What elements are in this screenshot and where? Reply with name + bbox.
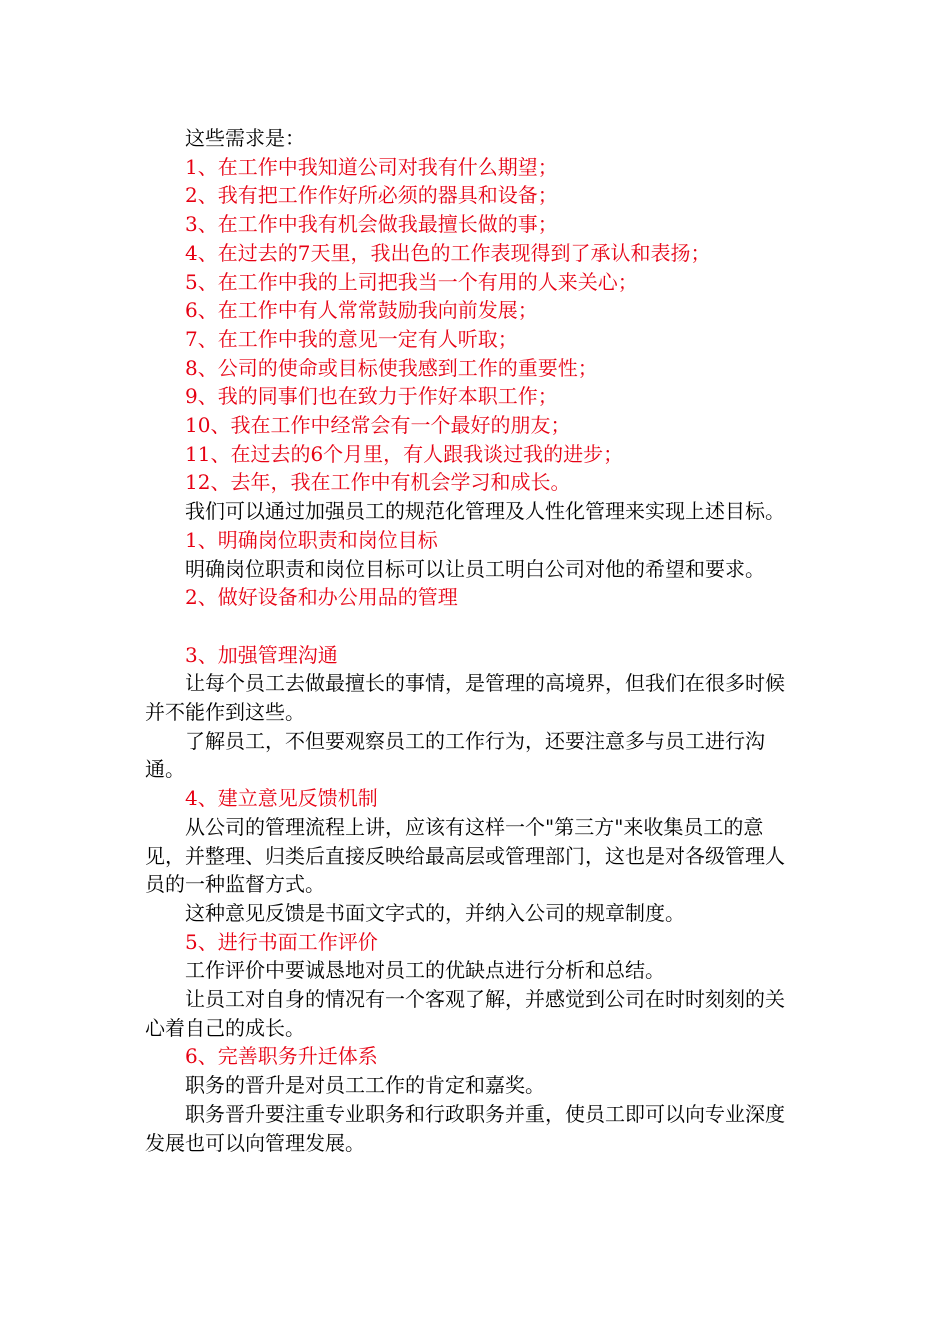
section-heading: 5、进行书面工作评价 (185, 929, 378, 954)
need-item: 12、去年，我在工作中有机会学习和成长。 (185, 470, 571, 495)
intro-line: 这些需求是： (185, 126, 305, 150)
section-heading: 6、完善职务升迁体系 (185, 1044, 378, 1069)
section-paragraph: 这种意见反馈是书面文字式的，并纳入公司的规章制度。 (185, 900, 685, 925)
need-item: 5、在工作中我的上司把我当一个有用的人来关心； (185, 269, 638, 294)
section-heading: 2、做好设备和办公用品的管理 (185, 585, 458, 610)
section-heading: 4、建立意见反馈机制 (185, 786, 378, 811)
need-item: 11、在过去的6个月里，有人跟我谈过我的进步； (185, 441, 624, 466)
blank-line (145, 612, 800, 641)
need-item: 8、公司的使命或目标使我感到工作的重要性； (185, 355, 598, 380)
need-item: 6、在工作中有人常常鼓励我向前发展； (185, 298, 538, 323)
need-item: 7、在工作中我的意见一定有人听取； (185, 326, 518, 351)
section-paragraph: 工作评价中要诚恳地对员工的优缺点进行分析和总结。 (185, 958, 665, 983)
needs-list (145, 153, 800, 497)
section-paragraph: 让员工对自身的情况有一个客观了解，并感觉到公司在时时刻刻的关心着自己的成长。 (145, 987, 785, 1040)
need-item: 10、我在工作中经常会有一个最好的朋友； (185, 413, 571, 438)
need-item: 2、我有把工作作好所必须的器具和设备； (185, 183, 558, 208)
section-paragraph: 了解员工，不但要观察员工的工作行为，还要注意多与员工进行沟通。 (145, 728, 765, 782)
section-heading: 3、加强管理沟通 (185, 642, 338, 667)
section-paragraph: 职务晋升要注重专业职务和行政职务并重，使员工即可以向专业深度发展也可以向管理发展。 (145, 1101, 785, 1155)
section-heading: 1、明确岗位职责和岗位目标 (185, 527, 438, 552)
need-item: 3、在工作中我有机会做我最擅长做的事； (185, 212, 558, 237)
need-item: 4、在过去的7天里，我出色的工作表现得到了承认和表扬； (185, 240, 711, 265)
section-paragraph: 从公司的管理流程上讲，应该有这样一个"第三方"来收集员工的意见，并整理、归类后直接反映给最高层或管理部门，这也是对各级管理人员的一种监督方式。 (145, 814, 785, 897)
summary-paragraph: 我们可以通过加强员工的规范化管理及人性化管理来实现上述目标。 (185, 499, 785, 524)
section-paragraph: 让每个员工去做最擅长的事情，是管理的高境界，但我们在很多时候并不能作到这些。 (145, 671, 785, 725)
section-paragraph: 职务的晋升是对员工工作的肯定和嘉奖。 (185, 1073, 545, 1098)
need-item: 1、在工作中我知道公司对我有什么期望； (185, 154, 558, 179)
need-item: 9、我的同事们也在致力于作好本职工作； (185, 384, 558, 409)
document-page (145, 124, 800, 1157)
section-paragraph: 明确岗位职责和岗位目标可以让员工明白公司对他的希望和要求。 (185, 556, 765, 581)
